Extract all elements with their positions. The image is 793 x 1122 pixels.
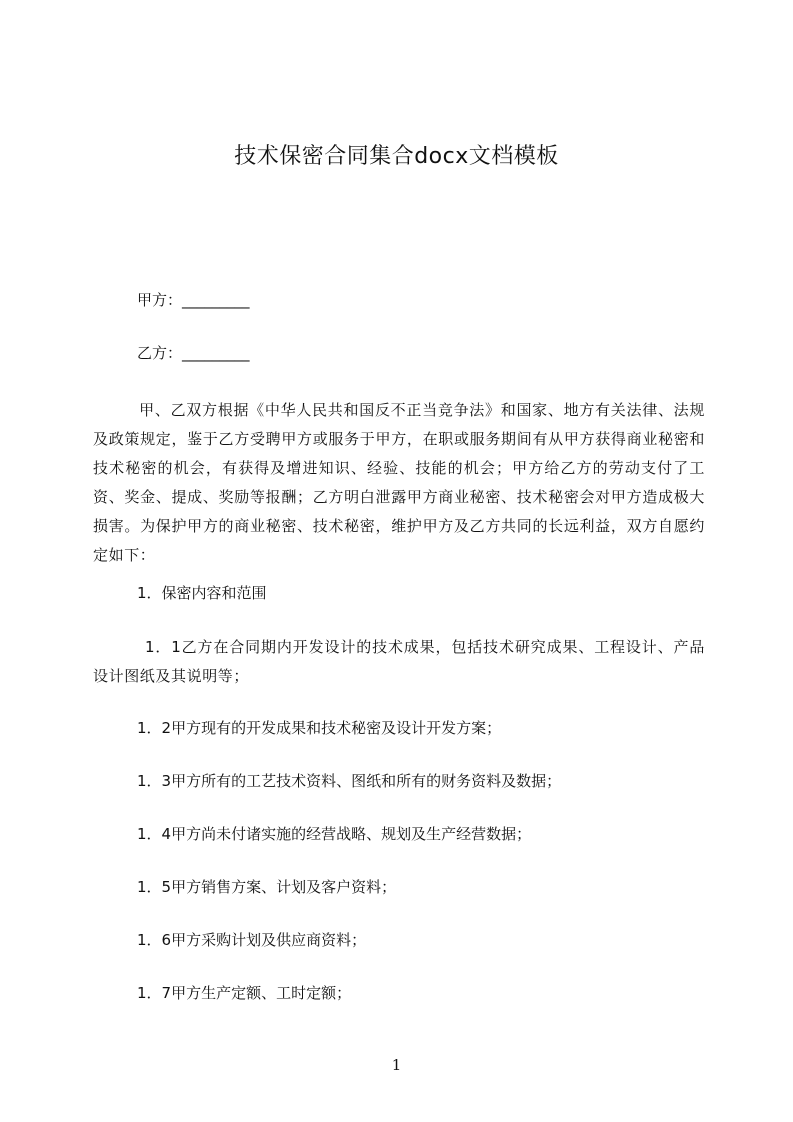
document-title: 技术保密合同集合docx文档模板 bbox=[234, 144, 559, 169]
clause-1-6: 1．6甲方采购计划及供应商资料； bbox=[137, 931, 367, 949]
clause-1-4: 1．4甲方尚未付诸实施的经营战略、规划及生产经营数据； bbox=[137, 825, 532, 843]
preamble-paragraph bbox=[93, 396, 705, 570]
clause-1-5: 1．5甲方销售方案、计划及客户资料； bbox=[137, 878, 397, 896]
section-1-heading: 1．保密内容和范围 bbox=[137, 584, 267, 602]
preamble-text: 甲、乙双方根据《中华人民共和国反不正当竞争法》和国家、地方有关法律、法规及政策规定，鉴于乙方受聘甲方或服务于甲方，在职或服务期间有从甲方获得商业秘密和技术秘密的机会，有获得及增进知识、经验、技能的机会；甲方给乙方的劳动支付了工资、奖金、提成、奖励等报酬；乙方明白泄露甲方商业秘密、技术秘密会对甲方造成极大损害。为保护甲方的商业秘密、技术秘密，维护甲方及乙方共同的长远利益，双方自愿约定如下： bbox=[93, 401, 705, 564]
party-a-line: 甲方：_________ bbox=[137, 291, 250, 309]
page-number: 1 bbox=[391, 1056, 402, 1074]
party-b-line: 乙方：_________ bbox=[137, 344, 250, 362]
clause-1-3: 1．3甲方所有的工艺技术资料、图纸和所有的财务资料及数据； bbox=[137, 772, 562, 790]
clause-1-7: 1．7甲方生产定额、工时定额； bbox=[137, 984, 352, 1002]
clause-1-1-text: 1．1乙方在合同期内开发设计的技术成果，包括技术研究成果、工程设计、产品设计图纸及其说明等； bbox=[93, 638, 705, 685]
clause-1-1-paragraph bbox=[93, 633, 705, 691]
clause-1-2: 1．2甲方现有的开发成果和技术秘密及设计开发方案； bbox=[137, 719, 502, 737]
